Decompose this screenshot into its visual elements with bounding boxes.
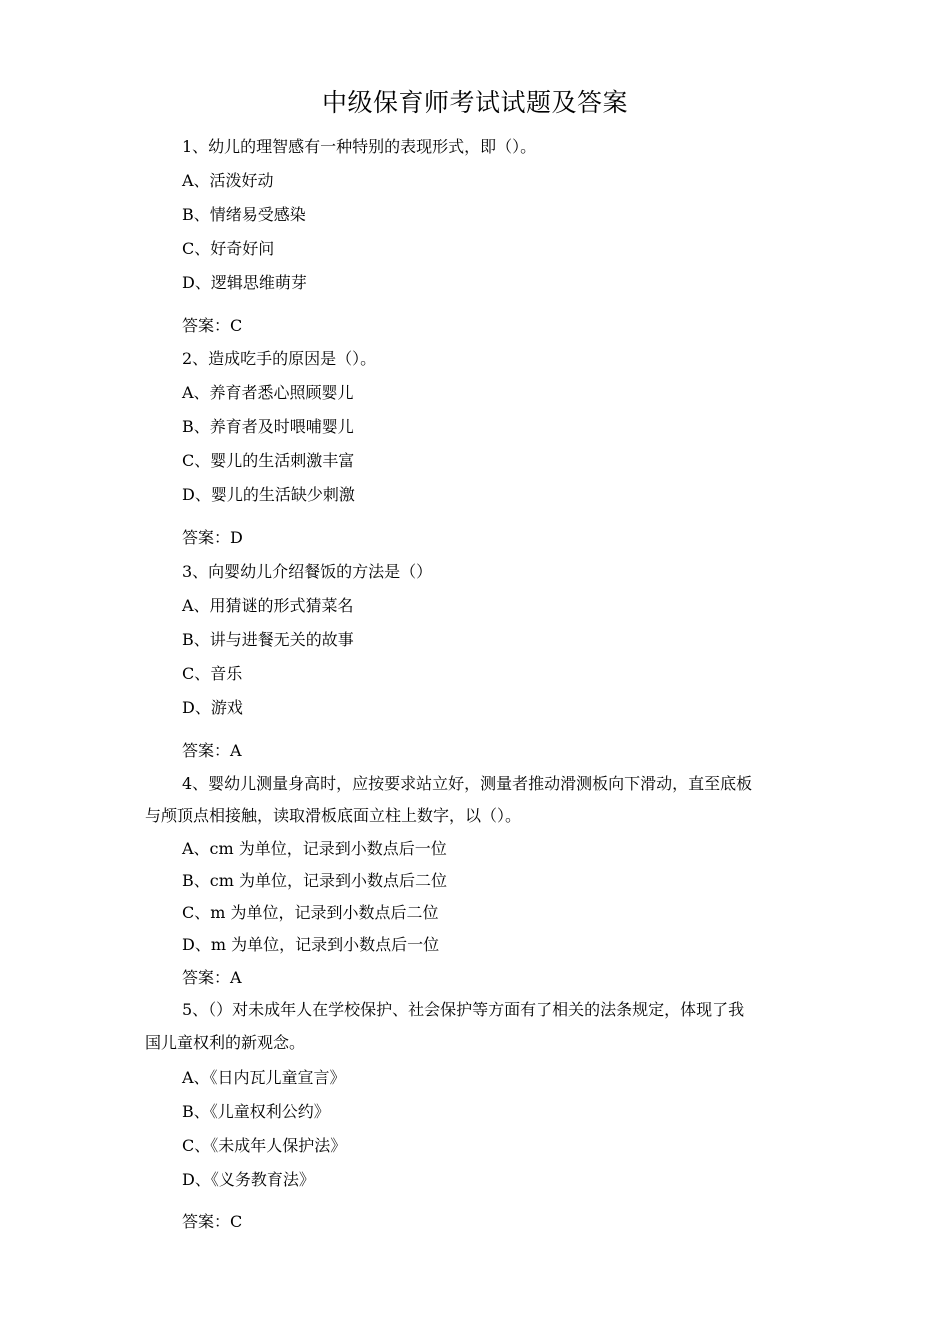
- question-3-option-d: D、游戏: [182, 698, 243, 717]
- question-1-stem: 1、幼儿的理智感有一种特别的表现形式，即（）。: [182, 137, 537, 156]
- question-5-option-a: A、《日内瓦儿童宣言》: [182, 1068, 346, 1087]
- question-4-answer: 答案：A: [182, 968, 242, 987]
- question-2-option-a: A、养育者悉心照顾婴儿: [182, 383, 354, 402]
- question-1-option-c: C、好奇好问: [182, 239, 275, 258]
- question-2-option-c: C、婴儿的生活刺激丰富: [182, 451, 355, 470]
- question-2-answer: 答案：D: [182, 528, 243, 547]
- question-3-option-a: A、用猜谜的形式猜菜名: [182, 596, 354, 615]
- question-5-option-d: D、《义务教育法》: [182, 1170, 315, 1189]
- question-4-option-c: C、m 为单位，记录到小数点后二位: [182, 903, 439, 922]
- question-5-option-c: C、《未成年人保护法》: [182, 1136, 347, 1155]
- question-1-option-d: D、逻辑思维萌芽: [182, 273, 307, 292]
- question-4-option-d: D、m 为单位，记录到小数点后一位: [182, 935, 440, 954]
- question-4-stem-line-2: 与颅顶点相接触，读取滑板底面立柱上数字，以（）。: [145, 806, 522, 825]
- question-5-answer: 答案：C: [182, 1212, 243, 1231]
- question-4-stem-line-1: 4、婴幼儿测量身高时，应按要求站立好，测量者推动滑测板向下滑动，直至底板: [182, 774, 753, 793]
- question-2-option-b: B、养育者及时喂哺婴儿: [182, 417, 354, 436]
- question-5-stem-line-1: 5、（）对未成年人在学校保护、社会保护等方面有了相关的法条规定，体现了我: [182, 1000, 745, 1019]
- question-2-stem: 2、造成吃手的原因是（）。: [182, 349, 377, 368]
- question-3-stem: 3、向婴幼儿介绍餐饭的方法是（）: [182, 562, 433, 581]
- question-4-option-b: B、cm 为单位，记录到小数点后二位: [182, 871, 447, 890]
- question-1-option-a: A、活泼好动: [182, 171, 274, 190]
- question-3-answer: 答案：A: [182, 741, 242, 760]
- question-5-stem-line-2: 国儿童权利的新观念。: [145, 1033, 306, 1052]
- question-2-option-d: D、婴儿的生活缺少刺激: [182, 485, 355, 504]
- question-3-option-c: C、音乐: [182, 664, 243, 683]
- question-1-answer: 答案：C: [182, 316, 243, 335]
- question-4-option-a: A、cm 为单位，记录到小数点后一位: [182, 839, 447, 858]
- document-title: 中级保育师考试试题及答案: [321, 88, 628, 117]
- question-5-option-b: B、《儿童权利公约》: [182, 1102, 330, 1121]
- question-1-option-b: B、情绪易受感染: [182, 205, 306, 224]
- question-3-option-b: B、讲与进餐无关的故事: [182, 630, 354, 649]
